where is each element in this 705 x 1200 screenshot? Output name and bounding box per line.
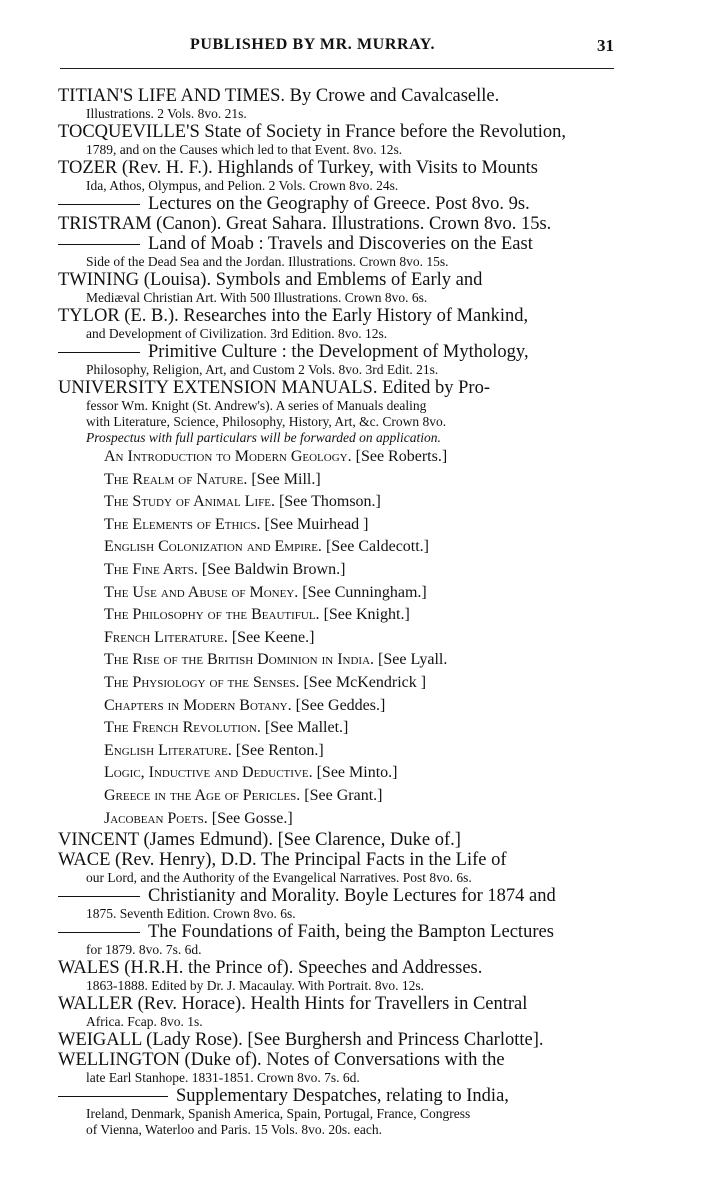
entry-heading-text: TRISTRAM (Canon). Great Sahara. Illustrations. Crown 8vo. 15s. bbox=[58, 214, 552, 234]
entry-heading bbox=[58, 122, 618, 142]
series-item bbox=[58, 717, 618, 740]
series-reference: [See Lyall. bbox=[378, 651, 448, 669]
series-title: Greece in the Age of Pericles. bbox=[104, 786, 301, 804]
series-reference: [See Baldwin Brown.] bbox=[201, 560, 346, 578]
series-item bbox=[58, 672, 618, 695]
series-item bbox=[58, 627, 618, 650]
entry-detail: 1789, and on the Causes which led to that Event. 8vo. 12s. bbox=[86, 142, 403, 157]
entry-heading-text: TOCQUEVILLE'S State of Society in France before the Revolution, bbox=[58, 122, 567, 142]
entry-heading bbox=[58, 194, 618, 214]
entry-heading bbox=[58, 886, 618, 906]
series-title: The French Revolution. bbox=[104, 719, 261, 737]
entry-heading bbox=[58, 1030, 618, 1050]
entry-heading-text: The Foundations of Faith, being the Bampton Lectures bbox=[148, 922, 554, 943]
series-reference: [See Roberts.] bbox=[355, 448, 448, 465]
entry-heading bbox=[58, 922, 618, 942]
entry-heading-text: TWINING (Louisa). Symbols and Emblems of Early and bbox=[58, 270, 483, 290]
entry-heading-text: Primitive Culture : the Development of Mythology, bbox=[148, 342, 529, 362]
catalogue-entry bbox=[58, 1086, 618, 1138]
header-rule bbox=[60, 68, 614, 69]
series-title: An Introduction to Modern Geology. bbox=[104, 448, 352, 465]
series-title: English Literature. bbox=[104, 741, 232, 759]
series-title: Logic, Inductive and Deductive. bbox=[104, 764, 313, 782]
series-title: The Rise of the British Dominion in India. bbox=[104, 651, 375, 669]
entry-detail: for 1879. 8vo. 7s. 6d. bbox=[86, 942, 202, 958]
entry-detail: and Development of Civilization. 3rd Edition. 8vo. 12s. bbox=[86, 326, 388, 341]
entry-detail: Side of the Dead Sea and the Jordan. Illustrations. Crown 8vo. 15s. bbox=[86, 254, 449, 269]
catalogue-body bbox=[58, 86, 618, 1138]
series-reference: [See Geddes.] bbox=[295, 696, 386, 714]
catalogue-entry bbox=[58, 850, 618, 886]
series-title: The Philosophy of the Beautiful. bbox=[104, 606, 320, 624]
series-item bbox=[58, 695, 618, 718]
entry-heading-text: TYLOR (E. B.). Researches into the Early History of Mankind, bbox=[58, 306, 529, 326]
catalogue-entry bbox=[58, 214, 618, 234]
entry-detail: of Vienna, Waterloo and Paris. 15 Vols. 8vo. 20s. each. bbox=[86, 1122, 382, 1138]
entry-heading-text: Supplementary Despatches, relating to India, bbox=[176, 1086, 509, 1107]
ditto-dash bbox=[58, 932, 140, 933]
entry-heading bbox=[58, 342, 618, 362]
entry-heading bbox=[58, 958, 618, 978]
entry-heading-text: Land of Moab : Travels and Discoveries on the East bbox=[148, 234, 533, 254]
catalogue-entry bbox=[58, 378, 618, 446]
ditto-dash bbox=[58, 204, 140, 205]
series-reference: [See Keene.] bbox=[231, 628, 315, 646]
entry-heading-text: WALLER (Rev. Horace). Health Hints for Travellers in Central bbox=[58, 994, 528, 1015]
entry-detail: Philosophy, Religion, Art, and Custom 2 Vols. 8vo. 3rd Edit. 21s. bbox=[86, 362, 439, 377]
entry-heading bbox=[58, 994, 618, 1014]
entry-heading-text: TITIAN'S LIFE AND TIMES. By Crowe and Cavalcaselle. bbox=[58, 86, 500, 106]
series-reference: [See Gosse.] bbox=[211, 809, 293, 827]
entry-heading bbox=[58, 158, 618, 178]
series-title: Chapters in Modern Botany. bbox=[104, 696, 292, 714]
entry-heading bbox=[58, 234, 618, 254]
catalogue-entry bbox=[58, 270, 618, 306]
series-title: Jacobean Poets. bbox=[104, 809, 208, 827]
series-title: English Colonization and Empire. bbox=[104, 538, 322, 556]
series-title: French Literature. bbox=[104, 628, 228, 646]
series-item bbox=[58, 491, 618, 514]
running-head-title: PUBLISHED BY MR. MURRAY. bbox=[190, 36, 436, 53]
ditto-dash bbox=[58, 896, 140, 897]
catalogue-entry bbox=[58, 342, 618, 378]
series-item bbox=[58, 559, 618, 582]
entry-heading bbox=[58, 1086, 618, 1106]
entries-list bbox=[58, 86, 618, 446]
catalogue-entry bbox=[58, 122, 618, 158]
catalogue-entry bbox=[58, 830, 618, 850]
entry-heading bbox=[58, 378, 618, 398]
series-reference: [See Thomson.] bbox=[278, 493, 381, 511]
ditto-dash bbox=[58, 244, 140, 245]
catalogue-entry bbox=[58, 922, 618, 958]
entry-detail: Africa. Fcap. 8vo. 1s. bbox=[86, 1014, 203, 1030]
entry-heading-text: WACE (Rev. Henry), D.D. The Principal Facts in the Life of bbox=[58, 850, 507, 871]
catalogue-entry bbox=[58, 1050, 618, 1086]
series-item bbox=[58, 604, 618, 627]
entry-heading-text: WELLINGTON (Duke of). Notes of Conversations with the bbox=[58, 1050, 505, 1071]
series-reference: [See Caldecott.] bbox=[325, 538, 430, 556]
entry-heading bbox=[58, 270, 618, 290]
series-reference: [See Cunningham.] bbox=[302, 583, 427, 601]
catalogue-entry bbox=[58, 1030, 618, 1050]
entry-detail: our Lord, and the Authority of the Evangelical Narratives. Post 8vo. 6s. bbox=[86, 870, 472, 886]
series-reference: [See Mill.] bbox=[251, 470, 321, 488]
running-head bbox=[58, 36, 618, 60]
entry-heading-text: WEIGALL (Lady Rose). [See Burghersh and Princess Charlotte]. bbox=[58, 1030, 544, 1051]
entry-heading-text: WALES (H.R.H. the Prince of). Speeches and Addresses. bbox=[58, 958, 483, 979]
catalogue-entry bbox=[58, 194, 618, 214]
catalogue-entry bbox=[58, 306, 618, 342]
ditto-dash bbox=[58, 1096, 168, 1097]
series-item bbox=[58, 785, 618, 808]
series-list bbox=[58, 446, 618, 830]
entry-heading-text: Christianity and Morality. Boyle Lectures for 1874 and bbox=[148, 886, 556, 907]
series-title: The Realm of Nature. bbox=[104, 470, 248, 488]
entry-detail: Illustrations. 2 Vols. 8vo. 21s. bbox=[86, 106, 247, 121]
entry-heading bbox=[58, 850, 618, 870]
series-reference: [See McKendrick ] bbox=[303, 673, 427, 691]
catalogue-entry bbox=[58, 994, 618, 1030]
series-reference: [See Renton.] bbox=[235, 741, 324, 759]
entry-heading bbox=[58, 1050, 618, 1070]
entry-detail: Ida, Athos, Olympus, and Pelion. 2 Vols. Crown 8vo. 24s. bbox=[86, 178, 399, 193]
series-item bbox=[58, 446, 618, 469]
series-reference: [See Knight.] bbox=[323, 606, 410, 624]
entry-detail: 1863-1888. Edited by Dr. J. Macaulay. With Portrait. 8vo. 12s. bbox=[86, 978, 425, 994]
entry-detail: Ireland, Denmark, Spanish America, Spain, Portugal, France, Congress bbox=[86, 1106, 471, 1122]
series-item bbox=[58, 649, 618, 672]
series-title: The Study of Animal Life. bbox=[104, 493, 275, 511]
entry-heading bbox=[58, 86, 618, 106]
catalogue-entry bbox=[58, 86, 618, 122]
series-reference: [See Minto.] bbox=[316, 764, 398, 782]
entry-heading bbox=[58, 214, 618, 234]
series-item bbox=[58, 469, 618, 492]
series-title: The Use and Abuse of Money. bbox=[104, 583, 299, 601]
series-item bbox=[58, 536, 618, 559]
series-item bbox=[58, 740, 618, 763]
series-item bbox=[58, 762, 618, 785]
series-item bbox=[58, 582, 618, 605]
series-title: The Physiology of the Senses. bbox=[104, 673, 300, 691]
entry-heading bbox=[58, 306, 618, 326]
series-item bbox=[58, 514, 618, 537]
entry-detail: late Earl Stanhope. 1831-1851. Crown 8vo. 7s. 6d. bbox=[86, 1070, 360, 1086]
entry-detail: 1875. Seventh Edition. Crown 8vo. 6s. bbox=[86, 906, 296, 922]
catalogue-entry bbox=[58, 958, 618, 994]
entry-heading-text: TOZER (Rev. H. F.). Highlands of Turkey, with Visits to Mounts bbox=[58, 158, 538, 178]
entry-note: Prospectus with full particulars will be forwarded on application. bbox=[86, 430, 441, 445]
page-number: 31 bbox=[597, 36, 614, 55]
entry-heading-text: VINCENT (James Edmund). [See Clarence, Duke of.] bbox=[58, 830, 461, 851]
catalogue-entry bbox=[58, 886, 618, 922]
catalogue-entry bbox=[58, 234, 618, 270]
series-reference: [See Mallet.] bbox=[264, 719, 349, 737]
series-reference: [See Grant.] bbox=[304, 786, 383, 804]
entry-detail: Mediæval Christian Art. With 500 Illustrations. Crown 8vo. 6s. bbox=[86, 290, 428, 305]
series-title: The Fine Arts. bbox=[104, 560, 198, 578]
series-title: The Elements of Ethics. bbox=[104, 515, 261, 533]
series-item bbox=[58, 808, 618, 831]
ditto-dash bbox=[58, 352, 140, 353]
entry-heading bbox=[58, 830, 618, 850]
entry-detail: fessor Wm. Knight (St. Andrew's). A series of Manuals dealing bbox=[86, 398, 427, 413]
entry-heading-text: UNIVERSITY EXTENSION MANUALS. Edited by Pro- bbox=[58, 378, 490, 398]
entry-heading-text: Lectures on the Geography of Greece. Post 8vo. 9s. bbox=[148, 194, 530, 214]
catalogue-entry bbox=[58, 158, 618, 194]
entries-list-2 bbox=[58, 830, 618, 1138]
entry-detail: with Literature, Science, Philosophy, History, Art, &c. Crown 8vo. bbox=[86, 414, 447, 429]
series-reference: [See Muirhead ] bbox=[264, 515, 369, 533]
